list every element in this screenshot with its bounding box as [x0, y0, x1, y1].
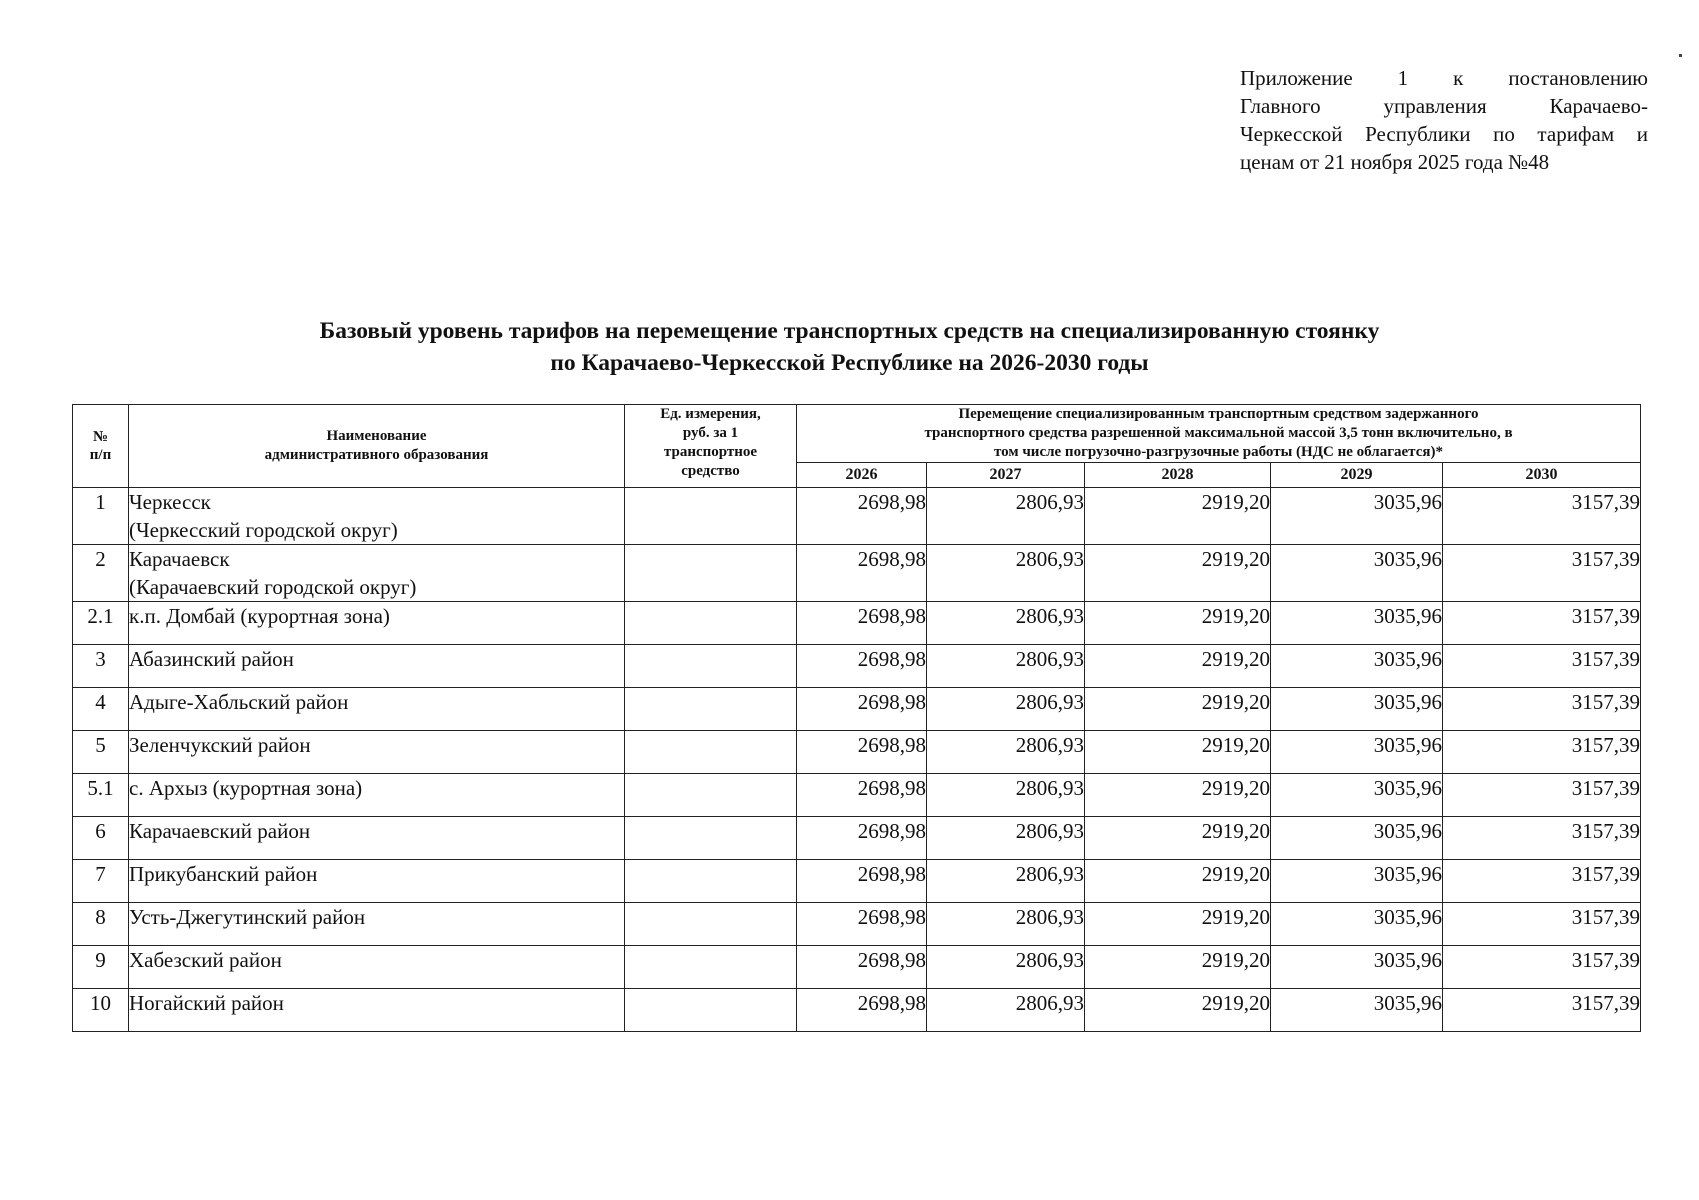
tariff-value: 2698,98 [797, 903, 927, 946]
tariff-value: 2806,93 [927, 602, 1085, 645]
tariff-value: 2919,20 [1085, 545, 1271, 602]
table-row [73, 688, 1641, 731]
header-group-line: Перемещение специализированным транспортным средством задержанного [958, 406, 1479, 422]
tariff-value: 2919,20 [1085, 731, 1271, 774]
header-unit-line: руб. за 1 [682, 425, 739, 441]
table-row [73, 774, 1641, 817]
table-row [73, 903, 1641, 946]
table-row [73, 545, 1641, 602]
row-name [129, 545, 625, 602]
row-name-line: Черкесск [129, 490, 211, 514]
tariff-value: 2806,93 [927, 989, 1085, 1032]
row-name [129, 946, 625, 989]
row-number: 6 [73, 817, 129, 860]
row-name [129, 602, 625, 645]
header-year: 2027 [927, 463, 1085, 488]
tariff-value: 3157,39 [1443, 731, 1641, 774]
tariff-value: 2919,20 [1085, 645, 1271, 688]
tariff-value: 2919,20 [1085, 946, 1271, 989]
header-year: 2029 [1271, 463, 1443, 488]
row-number: 2.1 [73, 602, 129, 645]
tariff-table [72, 404, 1641, 1032]
tariff-value: 2698,98 [797, 645, 927, 688]
annex-line: Главного управления Карачаево- [1240, 94, 1648, 118]
tariff-value: 2806,93 [927, 688, 1085, 731]
header-group [797, 405, 1641, 463]
row-name [129, 645, 625, 688]
title-line: Базовый уровень тарифов на перемещение транспортных средств на специализированную стоянку [319, 318, 1380, 344]
row-name [129, 989, 625, 1032]
tariff-value: 2698,98 [797, 817, 927, 860]
tariff-value: 3035,96 [1271, 774, 1443, 817]
tariff-value: 3035,96 [1271, 817, 1443, 860]
tariff-value: 3035,96 [1271, 731, 1443, 774]
tariff-value: 2806,93 [927, 903, 1085, 946]
row-name-line: (Карачаевский городской округ) [129, 575, 417, 599]
row-name [129, 860, 625, 903]
row-name-line: Адыге-Хабльский район [129, 690, 349, 714]
tariff-value: 3035,96 [1271, 688, 1443, 731]
header-unit-line: Ед. измерения, [660, 406, 761, 422]
tariff-value: 3157,39 [1443, 645, 1641, 688]
tariff-value: 2806,93 [927, 488, 1085, 545]
title-line: по Карачаево-Черкесской Республике на 2026-2030 годы [550, 350, 1149, 376]
tariff-value: 2698,98 [797, 545, 927, 602]
row-number: 2 [73, 545, 129, 602]
tariff-value: 3035,96 [1271, 488, 1443, 545]
tariff-value: 2698,98 [797, 602, 927, 645]
row-number: 3 [73, 645, 129, 688]
header-name-line: Наименование [326, 428, 427, 444]
header-group-line: том числе погрузочно-разгрузочные работы (НДС не облагается)* [994, 444, 1444, 460]
tariff-value: 2698,98 [797, 731, 927, 774]
annex-line: ценам от 21 ноября 2025 года №48 [1240, 150, 1550, 174]
tariff-value: 2806,93 [927, 545, 1085, 602]
tariff-value: 2919,20 [1085, 860, 1271, 903]
row-number: 7 [73, 860, 129, 903]
row-name [129, 688, 625, 731]
tariff-value: 3157,39 [1443, 774, 1641, 817]
tariff-value: 2919,20 [1085, 688, 1271, 731]
row-name-line: к.п. Домбай (курортная зона) [129, 604, 390, 628]
tariff-value: 2919,20 [1085, 602, 1271, 645]
tariff-value: 2698,98 [797, 946, 927, 989]
header-name [129, 405, 625, 488]
tariff-value: 2919,20 [1085, 774, 1271, 817]
header-year: 2026 [797, 463, 927, 488]
tariff-value: 2806,93 [927, 731, 1085, 774]
table-row [73, 946, 1641, 989]
tariff-value: 2919,20 [1085, 989, 1271, 1032]
row-name-line: (Черкесский городской округ) [129, 518, 398, 542]
row-name [129, 903, 625, 946]
row-name-line: Усть-Джегутинский район [129, 905, 366, 929]
tariff-value: 3157,39 [1443, 488, 1641, 545]
tariff-value: 3157,39 [1443, 817, 1641, 860]
tariff-value: 2919,20 [1085, 817, 1271, 860]
tariff-value: 3157,39 [1443, 545, 1641, 602]
header-unit-line: транспортное [663, 444, 758, 460]
row-unit [625, 946, 797, 989]
row-number: 8 [73, 903, 129, 946]
header-number-line: № [92, 429, 109, 445]
row-number: 5.1 [73, 774, 129, 817]
row-name-line: Прикубанский район [129, 862, 318, 886]
tariff-value: 3035,96 [1271, 602, 1443, 645]
tariff-value: 2698,98 [797, 989, 927, 1032]
tariff-value: 3035,96 [1271, 860, 1443, 903]
row-unit [625, 860, 797, 903]
tariff-value: 2698,98 [797, 774, 927, 817]
tariff-value: 3157,39 [1443, 946, 1641, 989]
tariff-value: 3157,39 [1443, 688, 1641, 731]
tariff-value: 2919,20 [1085, 488, 1271, 545]
table-row [73, 645, 1641, 688]
row-name-line: Карачаевский район [129, 819, 311, 843]
row-unit [625, 989, 797, 1032]
header-group-line: транспортного средства разрешенной максимальной массой 3,5 тонн включительно, в [924, 425, 1513, 441]
tariff-value: 2806,93 [927, 645, 1085, 688]
tariff-value: 2698,98 [797, 488, 927, 545]
annex-line: Приложение 1 к постановлению [1240, 66, 1648, 90]
header-year: 2028 [1085, 463, 1271, 488]
row-name-line: Карачаевск [129, 547, 230, 571]
header-name-line: административного образования [264, 447, 489, 463]
tariff-value: 3157,39 [1443, 989, 1641, 1032]
header-number [73, 405, 129, 488]
table-row [73, 602, 1641, 645]
row-name [129, 817, 625, 860]
tariff-value: 2919,20 [1085, 903, 1271, 946]
row-name [129, 774, 625, 817]
tariff-value: 3035,96 [1271, 645, 1443, 688]
tariff-value: 2806,93 [927, 860, 1085, 903]
row-unit [625, 817, 797, 860]
row-name-line: с. Архыз (курортная зона) [129, 776, 363, 800]
row-name-line: Хабезский район [129, 948, 282, 972]
tariff-value: 2806,93 [927, 817, 1085, 860]
tariff-value: 3035,96 [1271, 989, 1443, 1032]
table-row [73, 989, 1641, 1032]
row-unit [625, 645, 797, 688]
row-unit [625, 488, 797, 545]
table-row [73, 860, 1641, 903]
tariff-value: 3035,96 [1271, 946, 1443, 989]
row-number: 1 [73, 488, 129, 545]
row-unit [625, 774, 797, 817]
table-row [73, 488, 1641, 545]
tariff-value: 3157,39 [1443, 860, 1641, 903]
row-unit [625, 602, 797, 645]
table-row [73, 731, 1641, 774]
document-title [0, 315, 1699, 379]
row-unit [625, 731, 797, 774]
header-unit-line: средство [681, 463, 740, 479]
header-unit [625, 405, 797, 488]
row-number: 10 [73, 989, 129, 1032]
annex-line: Черкесской Республики по тарифам и [1240, 122, 1648, 146]
row-unit [625, 688, 797, 731]
row-name-line: Зеленчукский район [129, 733, 311, 757]
tariff-value: 2698,98 [797, 688, 927, 731]
annex-reference [1240, 64, 1648, 176]
row-unit [625, 903, 797, 946]
header-number-line: п/п [89, 447, 112, 463]
row-number: 9 [73, 946, 129, 989]
row-name-line: Абазинский район [129, 647, 294, 671]
header-year: 2030 [1443, 463, 1641, 488]
tariff-value: 2698,98 [797, 860, 927, 903]
row-name [129, 488, 625, 545]
row-number: 5 [73, 731, 129, 774]
tariff-value: 2806,93 [927, 774, 1085, 817]
tariff-value: 2806,93 [927, 946, 1085, 989]
tariff-value: 3157,39 [1443, 903, 1641, 946]
row-unit [625, 545, 797, 602]
row-name [129, 731, 625, 774]
tariff-value: 3157,39 [1443, 602, 1641, 645]
tariff-value: 3035,96 [1271, 545, 1443, 602]
row-name-line: Ногайский район [129, 991, 284, 1015]
scan-speck [1679, 54, 1682, 57]
table-row [73, 817, 1641, 860]
tariff-value: 3035,96 [1271, 903, 1443, 946]
row-number: 4 [73, 688, 129, 731]
